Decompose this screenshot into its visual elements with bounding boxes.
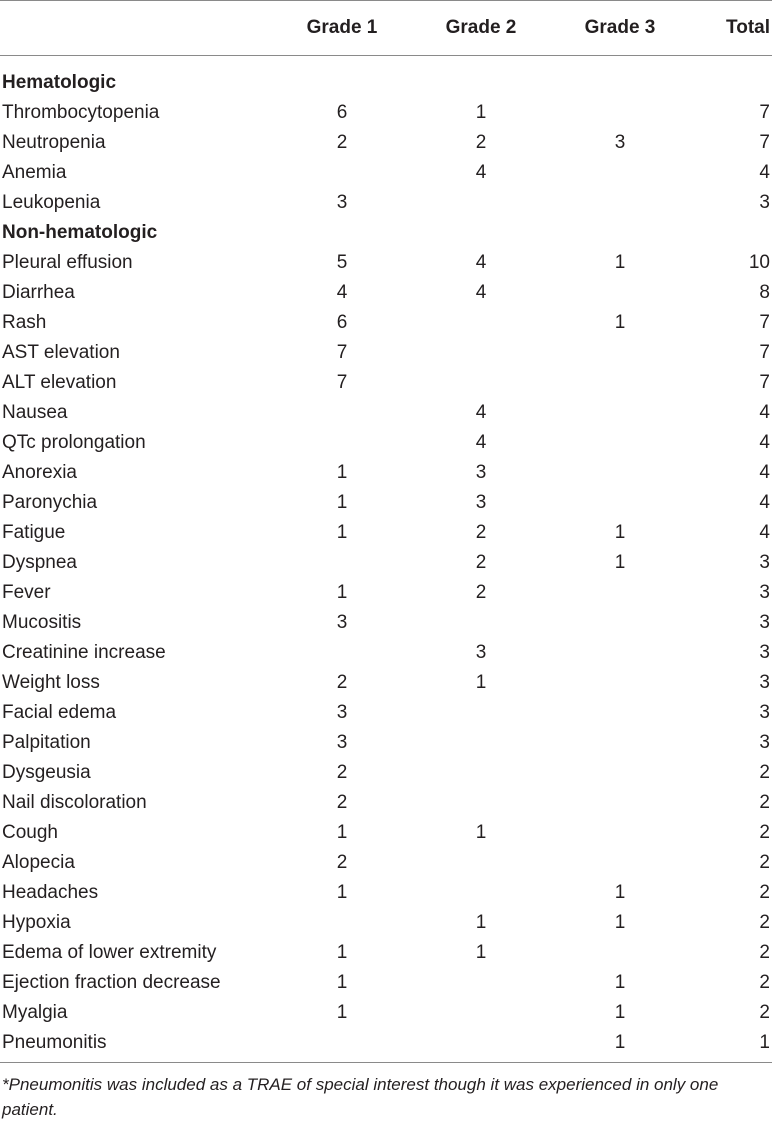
grade-3-cell: 1	[614, 312, 626, 333]
table-row	[0, 368, 772, 398]
grade-3-cell: 1	[614, 552, 626, 573]
grade-1-cell: 5	[336, 252, 348, 273]
total-cell: 2	[759, 1002, 770, 1023]
grade-2-cell: 1	[475, 822, 487, 843]
total-cell: 1	[759, 1032, 770, 1053]
grade-3-cell: 1	[614, 972, 626, 993]
total-cell: 4	[759, 492, 770, 513]
total-cell: 7	[759, 372, 770, 393]
grade-1-cell: 1	[336, 1002, 348, 1023]
grade-1-cell: 3	[336, 612, 348, 633]
total-cell: 3	[759, 702, 770, 723]
grade-1-cell: 2	[336, 762, 348, 783]
table-row	[0, 848, 772, 878]
grade-1-cell: 1	[336, 582, 348, 603]
total-cell: 2	[759, 942, 770, 963]
grade-2-cell: 2	[475, 582, 487, 603]
row-label: Alopecia	[2, 852, 75, 873]
total-cell: 4	[759, 402, 770, 423]
grade-2-cell: 3	[475, 492, 487, 513]
row-label: Paronychia	[2, 492, 98, 513]
total-cell: 2	[759, 792, 770, 813]
table-row	[0, 428, 772, 458]
row-label: Cough	[2, 822, 58, 843]
table-row	[0, 518, 772, 548]
table-row	[0, 398, 772, 428]
grade-2-cell: 4	[475, 162, 487, 183]
section-header-row	[0, 68, 772, 98]
row-label: Anorexia	[2, 462, 77, 483]
total-cell: 7	[759, 132, 770, 153]
table-row	[0, 338, 772, 368]
grade-1-cell: 4	[336, 282, 348, 303]
total-cell: 8	[759, 282, 770, 303]
grade-2-cell: 4	[475, 252, 487, 273]
row-label: Headaches	[2, 882, 99, 903]
table-header-rule	[0, 55, 772, 56]
total-cell: 10	[748, 252, 770, 273]
grade-3-cell: 1	[614, 912, 626, 933]
total-cell: 4	[759, 432, 770, 453]
row-label: Hypoxia	[2, 912, 71, 933]
table-row	[0, 788, 772, 818]
grade-1-cell: 1	[336, 522, 348, 543]
grade-3-cell: 3	[614, 132, 626, 153]
header-grade-2: Grade 2	[445, 17, 517, 38]
row-label: Facial edema	[2, 702, 117, 723]
row-label: Anemia	[2, 162, 67, 183]
grade-3-cell: 1	[614, 522, 626, 543]
table-row	[0, 548, 772, 578]
table-footnote: *Pneumonitis was included as a TRAE of special interest though it was experienced in only one patient.	[2, 1075, 719, 1119]
row-label: Dyspnea	[2, 552, 77, 573]
table-row	[0, 968, 772, 998]
row-label: Edema of lower extremity	[2, 942, 217, 963]
section-label: Hematologic	[2, 72, 117, 93]
row-label: QTc prolongation	[2, 432, 146, 453]
grade-2-cell: 4	[475, 282, 487, 303]
grade-2-cell: 4	[475, 402, 487, 423]
total-cell: 7	[759, 312, 770, 333]
row-label: Nausea	[2, 402, 68, 423]
table-row	[0, 98, 772, 128]
total-cell: 4	[759, 522, 770, 543]
row-label: ALT elevation	[2, 372, 117, 393]
grade-1-cell: 2	[336, 852, 348, 873]
total-cell: 7	[759, 342, 770, 363]
grade-1-cell: 1	[336, 492, 348, 513]
row-label: Creatinine increase	[2, 642, 166, 663]
grade-1-cell: 6	[336, 312, 348, 333]
row-label: Neutropenia	[2, 132, 106, 153]
header-grade-3: Grade 3	[584, 17, 656, 38]
grade-1-cell: 1	[336, 972, 348, 993]
total-cell: 3	[759, 642, 770, 663]
table-row	[0, 308, 772, 338]
grade-3-cell: 1	[614, 1032, 626, 1053]
table-row	[0, 908, 772, 938]
total-cell: 2	[759, 882, 770, 903]
grade-2-cell: 2	[475, 552, 487, 573]
section-label: Non-hematologic	[2, 222, 158, 243]
table-row	[0, 188, 772, 218]
grade-1-cell: 6	[336, 102, 348, 123]
total-cell: 2	[759, 972, 770, 993]
table-row	[0, 488, 772, 518]
total-cell: 3	[759, 612, 770, 633]
grade-2-cell: 1	[475, 912, 487, 933]
grade-2-cell: 1	[475, 942, 487, 963]
row-label: Pneumonitis	[2, 1032, 107, 1053]
grade-2-cell: 4	[475, 432, 487, 453]
table-body	[0, 68, 772, 1058]
row-label: Diarrhea	[2, 282, 75, 303]
grade-1-cell: 1	[336, 822, 348, 843]
grade-1-cell: 3	[336, 702, 348, 723]
table-row	[0, 878, 772, 908]
table-row	[0, 638, 772, 668]
table-row	[0, 158, 772, 188]
grade-3-cell: 1	[614, 1002, 626, 1023]
row-label: AST elevation	[2, 342, 120, 363]
grade-1-cell: 2	[336, 132, 348, 153]
total-cell: 3	[759, 552, 770, 573]
row-label: Pleural effusion	[2, 252, 133, 273]
section-header-row	[0, 218, 772, 248]
table-row	[0, 698, 772, 728]
grade-2-cell: 3	[475, 462, 487, 483]
table-row	[0, 998, 772, 1028]
total-cell: 3	[759, 732, 770, 753]
grade-3-cell: 1	[614, 252, 626, 273]
row-label: Palpitation	[2, 732, 91, 753]
total-cell: 2	[759, 762, 770, 783]
total-cell: 3	[759, 672, 770, 693]
total-cell: 3	[759, 582, 770, 603]
table-row	[0, 818, 772, 848]
grade-3-cell: 1	[614, 882, 626, 903]
grade-2-cell: 3	[475, 642, 487, 663]
row-label: Fatigue	[2, 522, 66, 543]
total-cell: 4	[759, 162, 770, 183]
grade-1-cell: 1	[336, 942, 348, 963]
row-label: Dysgeusia	[2, 762, 91, 783]
row-label: Mucositis	[2, 612, 82, 633]
grade-2-cell: 1	[475, 102, 487, 123]
total-cell: 2	[759, 822, 770, 843]
grade-2-cell: 1	[475, 672, 487, 693]
grade-1-cell: 3	[336, 192, 348, 213]
table-row	[0, 458, 772, 488]
row-label: Myalgia	[2, 1002, 68, 1023]
table-row	[0, 128, 772, 158]
header-total: Total	[726, 17, 770, 38]
table-row	[0, 578, 772, 608]
row-label: Fever	[2, 582, 51, 603]
row-label: Nail discoloration	[2, 792, 147, 813]
header-grade-1: Grade 1	[306, 17, 378, 38]
table-row	[0, 758, 772, 788]
grade-2-cell: 2	[475, 522, 487, 543]
table-row	[0, 728, 772, 758]
table-row	[0, 278, 772, 308]
grade-2-cell: 2	[475, 132, 487, 153]
total-cell: 2	[759, 852, 770, 873]
table-header-row	[0, 0, 772, 55]
table-row	[0, 938, 772, 968]
grade-1-cell: 7	[336, 372, 348, 393]
grade-1-cell: 7	[336, 342, 348, 363]
row-label: Ejection fraction decrease	[2, 972, 221, 993]
table-row	[0, 1028, 772, 1058]
grade-1-cell: 2	[336, 792, 348, 813]
row-label: Rash	[2, 312, 47, 333]
total-cell: 3	[759, 192, 770, 213]
row-label: Leukopenia	[2, 192, 101, 213]
row-label: Weight loss	[2, 672, 100, 693]
grade-1-cell: 1	[336, 882, 348, 903]
total-cell: 2	[759, 912, 770, 933]
total-cell: 4	[759, 462, 770, 483]
table-row	[0, 668, 772, 698]
row-label: Thrombocytopenia	[2, 102, 160, 123]
table-row	[0, 248, 772, 278]
total-cell: 7	[759, 102, 770, 123]
table-row	[0, 608, 772, 638]
grade-1-cell: 2	[336, 672, 348, 693]
grade-1-cell: 3	[336, 732, 348, 753]
table-bottom-rule	[0, 1062, 772, 1063]
grade-1-cell: 1	[336, 462, 348, 483]
